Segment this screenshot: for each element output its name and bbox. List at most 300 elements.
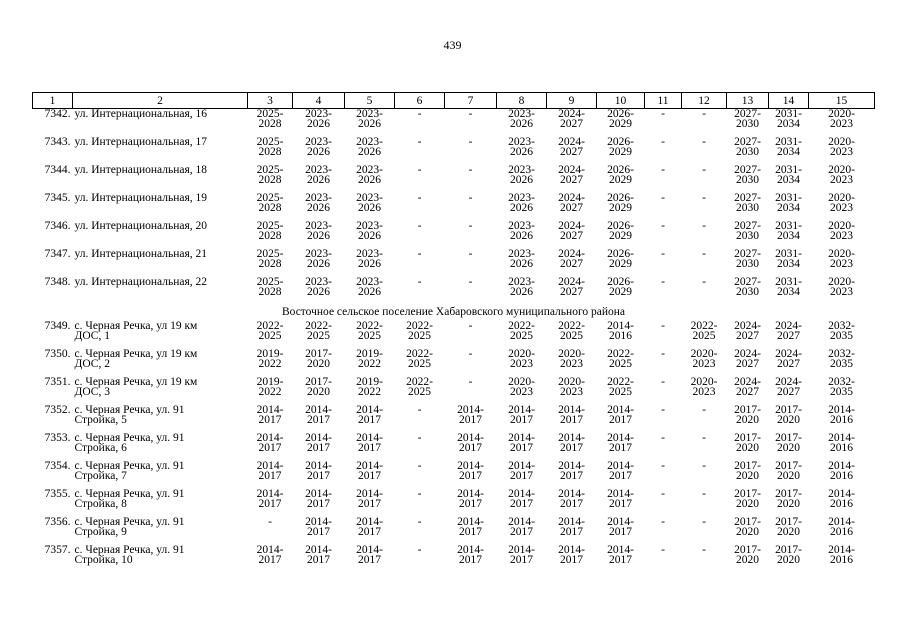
- period-cell-col-14: 2017- 2020: [775, 460, 802, 482]
- period-cell-col-13: 2017- 2020: [734, 516, 761, 538]
- table-row: [33, 165, 875, 193]
- period-cell-col-11: -: [661, 108, 665, 120]
- period-cell-col-5: 2019- 2022: [356, 376, 383, 398]
- period-cell-col-7: 2014- 2017: [457, 488, 484, 510]
- column-header-7: 7: [445, 93, 497, 109]
- period-cell-col-7: 2014- 2017: [457, 432, 484, 454]
- period-cell-col-7: -: [468, 108, 473, 120]
- address-line: ДОС, 1: [74, 330, 110, 342]
- period-cell-col-7: -: [468, 320, 473, 332]
- period-cell-col-14: 2017- 2020: [775, 516, 802, 538]
- period-cell-col-15: 2014- 2016: [828, 488, 855, 510]
- column-header-10: 10: [597, 93, 645, 109]
- period-cell-col-11: -: [661, 248, 665, 260]
- period-cell-col-3: 2025- 2028: [256, 220, 284, 242]
- period-cell-col-4: 2014- 2017: [305, 460, 332, 482]
- period-cell-col-4: 2023- 2026: [305, 192, 332, 214]
- period-cell-col-12: -: [702, 488, 706, 500]
- period-cell-col-3: 2025- 2028: [256, 108, 284, 130]
- address-line: ул. Интернациональная, 22: [74, 276, 208, 288]
- row-number: 7346.: [44, 220, 71, 232]
- period-cell-col-5: 2019- 2022: [356, 348, 383, 370]
- address-line: Стройка, 9: [74, 526, 127, 538]
- period-cell-col-13: 2017- 2020: [734, 460, 761, 482]
- period-cell-col-12: -: [702, 460, 706, 472]
- period-cell-col-15: 2032- 2035: [828, 376, 855, 398]
- period-cell-col-10: 2026- 2029: [607, 164, 634, 186]
- period-cell-col-14: 2031- 2034: [775, 276, 802, 298]
- period-cell-col-11: -: [661, 136, 665, 148]
- period-cell-col-12: 2020- 2023: [690, 376, 718, 398]
- period-cell-col-4: 2014- 2017: [305, 432, 332, 454]
- period-cell-col-8: 2023- 2026: [508, 192, 535, 214]
- row-number: 7355.: [44, 488, 71, 500]
- period-cell-col-12: -: [702, 516, 706, 528]
- period-cell-col-13: 2027- 2030: [734, 248, 761, 270]
- row-number: 7344.: [44, 164, 71, 176]
- table-row: [33, 321, 875, 349]
- period-cell-col-8: 2014- 2017: [508, 544, 535, 566]
- period-cell-col-9: 2014- 2017: [558, 544, 585, 566]
- period-cell-col-3: 2022- 2025: [256, 320, 284, 342]
- period-cell-col-11: -: [661, 276, 665, 288]
- period-cell-col-15: 2020- 2023: [828, 192, 855, 214]
- period-cell-col-6: -: [417, 404, 422, 416]
- period-cell-col-15: 2014- 2016: [828, 404, 855, 426]
- period-cell-col-3: 2025- 2028: [256, 164, 284, 186]
- period-cell-col-15: 2020- 2023: [828, 108, 855, 130]
- period-cell-col-7: -: [468, 276, 473, 288]
- period-cell-col-4: 2023- 2026: [305, 136, 332, 158]
- period-cell-col-11: -: [661, 516, 665, 528]
- row-number: 7345.: [44, 192, 71, 204]
- period-cell-col-10: 2022- 2025: [607, 348, 634, 370]
- period-cell-col-13: 2027- 2030: [734, 164, 761, 186]
- period-cell-col-9: 2024- 2027: [558, 220, 585, 242]
- address-line: Стройка, 7: [74, 470, 127, 482]
- period-cell-col-15: 2014- 2016: [828, 544, 855, 566]
- period-cell-col-6: 2022- 2025: [406, 348, 433, 370]
- table-row: [33, 193, 875, 221]
- period-cell-col-14: 2017- 2020: [775, 432, 802, 454]
- row-number: 7354.: [44, 460, 71, 472]
- period-cell-col-10: 2014- 2017: [607, 432, 634, 454]
- address-line: с. Черная Речка, ул. 91: [74, 404, 185, 416]
- column-header-13: 13: [727, 93, 769, 109]
- row-number: 7342.: [44, 108, 71, 120]
- address-line: Стройка, 5: [74, 414, 127, 426]
- period-cell-col-12: -: [702, 164, 706, 176]
- period-cell-col-6: -: [417, 248, 422, 260]
- period-cell-col-12: -: [702, 248, 706, 260]
- period-cell-col-3: 2014- 2017: [256, 432, 284, 454]
- period-cell-col-12: 2020- 2023: [690, 348, 718, 370]
- address-cell: [73, 517, 248, 545]
- period-cell-col-4: 2022- 2025: [305, 320, 332, 342]
- address-line: Стройка, 6: [74, 442, 127, 454]
- period-cell-col-7: 2014- 2017: [457, 460, 484, 482]
- table-row: [33, 405, 875, 433]
- period-cell-col-12: -: [702, 544, 706, 556]
- period-cell-col-13: 2017- 2020: [734, 544, 761, 566]
- period-cell-col-6: -: [417, 432, 422, 444]
- period-cell-col-4: 2014- 2017: [305, 404, 332, 426]
- period-cell-col-11: -: [661, 404, 665, 416]
- address-line: с. Черная Речка, ул. 91: [74, 516, 185, 528]
- period-cell-col-4: 2014- 2017: [305, 544, 332, 566]
- address-line: ул. Интернациональная, 20: [74, 220, 208, 232]
- period-cell-col-3: 2025- 2028: [256, 276, 284, 298]
- period-cell-col-4: 2014- 2017: [305, 488, 332, 510]
- period-cell-col-7: -: [468, 376, 473, 388]
- period-cell-col-8: 2023- 2026: [508, 136, 535, 158]
- period-cell-col-10: 2026- 2029: [607, 248, 634, 270]
- table-row: [33, 377, 875, 405]
- period-cell-col-5: 2023- 2026: [356, 164, 383, 186]
- address-cell: [73, 277, 248, 305]
- period-cell-col-11: -: [661, 488, 665, 500]
- period-cell-col-8: 2023- 2026: [508, 220, 535, 242]
- period-cell-col-14: 2031- 2034: [775, 164, 802, 186]
- column-header-3: 3: [248, 93, 293, 109]
- period-cell-col-13: 2027- 2030: [734, 220, 761, 242]
- period-cell-col-15: 2020- 2023: [828, 164, 855, 186]
- address-cell: [73, 489, 248, 517]
- row-number: 7347.: [44, 248, 71, 260]
- address-cell: [73, 349, 248, 377]
- period-cell-col-5: 2023- 2026: [356, 108, 383, 130]
- period-cell-col-11: -: [661, 432, 665, 444]
- column-header-11: 11: [645, 93, 682, 109]
- column-header-8: 8: [497, 93, 547, 109]
- period-cell-col-9: 2024- 2027: [558, 108, 585, 130]
- period-cell-col-3: 2025- 2028: [256, 192, 284, 214]
- period-cell-col-10: 2014- 2017: [607, 488, 634, 510]
- period-cell-col-15: 2020- 2023: [828, 248, 855, 270]
- period-cell-col-5: 2014- 2017: [356, 516, 383, 538]
- address-line: Стройка, 8: [74, 498, 127, 510]
- period-cell-col-13: 2027- 2030: [734, 192, 761, 214]
- period-cell-col-14: 2031- 2034: [775, 248, 802, 270]
- period-cell-col-3: 2014- 2017: [256, 544, 284, 566]
- table-row: [33, 489, 875, 517]
- address-cell: [73, 377, 248, 405]
- table-row: [33, 109, 875, 138]
- address-cell: [73, 321, 248, 349]
- period-cell-col-9: 2022- 2025: [558, 320, 585, 342]
- period-cell-col-8: 2014- 2017: [508, 460, 535, 482]
- period-cell-col-7: -: [468, 348, 473, 360]
- table-header-row: [33, 93, 875, 109]
- period-cell-col-10: 2026- 2029: [607, 108, 634, 130]
- period-cell-col-3: -: [268, 516, 272, 528]
- column-header-6: 6: [395, 93, 445, 109]
- period-cell-col-10: 2026- 2029: [607, 136, 634, 158]
- period-cell-col-9: 2024- 2027: [558, 276, 585, 298]
- period-cell-col-5: 2014- 2017: [356, 488, 383, 510]
- period-cell-col-4: 2017- 2020: [305, 348, 332, 370]
- period-cell-col-14: 2031- 2034: [775, 192, 802, 214]
- row-number: 7351.: [44, 376, 71, 388]
- period-cell-col-6: -: [417, 136, 422, 148]
- period-cell-col-10: 2022- 2025: [607, 376, 634, 398]
- address-line: ул. Интернациональная, 19: [74, 192, 208, 204]
- period-cell-col-8: 2023- 2026: [508, 108, 535, 130]
- period-cell-col-8: 2014- 2017: [508, 516, 535, 538]
- period-cell-col-14: 2024- 2027: [775, 320, 802, 342]
- period-cell-col-3: 2025- 2028: [256, 248, 284, 270]
- period-cell-col-15: 2032- 2035: [828, 320, 855, 342]
- period-cell-col-15: 2020- 2023: [828, 136, 855, 158]
- period-cell-col-15: 2032- 2035: [828, 348, 855, 370]
- address-line: ДОС, 3: [74, 386, 110, 398]
- period-cell-col-13: 2017- 2020: [734, 404, 761, 426]
- period-cell-col-4: 2023- 2026: [305, 164, 332, 186]
- period-cell-col-8: 2020- 2023: [508, 348, 535, 370]
- table-row: [33, 461, 875, 489]
- period-cell-col-12: -: [702, 404, 706, 416]
- period-cell-col-6: -: [417, 488, 422, 500]
- period-cell-col-14: 2024- 2027: [775, 348, 802, 370]
- period-cell-col-9: 2014- 2017: [558, 516, 585, 538]
- row-number: 7352.: [44, 404, 71, 416]
- period-cell-col-13: 2027- 2030: [734, 276, 761, 298]
- period-cell-col-14: 2017- 2020: [775, 544, 802, 566]
- section-title: Восточное сельское поселение Хабаровского муниципального района: [281, 306, 626, 318]
- period-cell-col-11: -: [661, 376, 665, 388]
- column-header-1: 1: [33, 93, 73, 109]
- address-cell: [73, 221, 248, 249]
- period-cell-col-3: 2014- 2017: [256, 460, 284, 482]
- table-body: [33, 109, 875, 574]
- period-cell-col-3: 2014- 2017: [256, 404, 284, 426]
- period-cell-col-12: -: [702, 432, 706, 444]
- period-cell-col-15: 2020- 2023: [828, 276, 855, 298]
- address-line: ул. Интернациональная, 16: [74, 108, 208, 120]
- period-cell-col-5: 2014- 2017: [356, 432, 383, 454]
- period-cell-col-14: 2024- 2027: [775, 376, 802, 398]
- period-cell-col-14: 2031- 2034: [775, 136, 802, 158]
- table-row: [33, 137, 875, 165]
- period-cell-col-13: 2027- 2030: [734, 136, 761, 158]
- period-cell-col-11: -: [661, 544, 665, 556]
- period-cell-col-9: 2024- 2027: [558, 164, 585, 186]
- address-cell: [73, 109, 248, 138]
- row-number: 7357.: [44, 544, 71, 556]
- address-line: ул. Интернациональная, 18: [74, 164, 208, 176]
- address-line: с. Черная Речка, ул 19 км: [74, 320, 198, 332]
- period-cell-col-7: -: [468, 220, 473, 232]
- row-number: 7343.: [44, 136, 71, 148]
- period-cell-col-8: 2014- 2017: [508, 432, 535, 454]
- period-cell-col-4: 2017- 2020: [305, 376, 332, 398]
- period-cell-col-5: 2023- 2026: [356, 248, 383, 270]
- period-cell-col-6: -: [417, 220, 422, 232]
- address-line: с. Черная Речка, ул. 91: [74, 488, 185, 500]
- table-row: [33, 221, 875, 249]
- period-cell-col-9: 2024- 2027: [558, 136, 585, 158]
- period-cell-col-10: 2014- 2017: [607, 544, 634, 566]
- period-cell-col-9: 2014- 2017: [558, 432, 585, 454]
- period-cell-col-15: 2014- 2016: [828, 432, 855, 454]
- period-cell-col-11: -: [661, 192, 665, 204]
- period-cell-col-11: -: [661, 460, 665, 472]
- period-cell-col-10: 2026- 2029: [607, 220, 634, 242]
- period-cell-col-12: -: [702, 192, 706, 204]
- column-header-14: 14: [769, 93, 809, 109]
- period-cell-col-13: 2027- 2030: [734, 108, 761, 130]
- period-cell-col-8: 2014- 2017: [508, 404, 535, 426]
- period-cell-col-6: -: [417, 516, 422, 528]
- period-cell-col-10: 2014- 2017: [607, 516, 634, 538]
- period-cell-col-15: 2020- 2023: [828, 220, 855, 242]
- period-cell-col-3: 2025- 2028: [256, 136, 284, 158]
- period-cell-col-3: 2019- 2022: [256, 348, 284, 370]
- period-cell-col-7: 2014- 2017: [457, 404, 484, 426]
- period-cell-col-10: 2026- 2029: [607, 192, 634, 214]
- address-cell: [73, 249, 248, 277]
- period-cell-col-14: 2017- 2020: [775, 404, 802, 426]
- table-row: [33, 517, 875, 545]
- address-line: с. Черная Речка, ул 19 км: [74, 376, 198, 388]
- row-number: 7353.: [44, 432, 71, 444]
- period-cell-col-13: 2017- 2020: [734, 432, 761, 454]
- period-cell-col-11: -: [661, 164, 665, 176]
- period-cell-col-8: 2023- 2026: [508, 248, 535, 270]
- period-cell-col-5: 2022- 2025: [356, 320, 383, 342]
- address-cell: [73, 545, 248, 573]
- period-cell-col-5: 2023- 2026: [356, 220, 383, 242]
- address-line: с. Черная Речка, ул. 91: [74, 544, 185, 556]
- row-number: 7348.: [44, 276, 71, 288]
- period-cell-col-14: 2031- 2034: [775, 108, 802, 130]
- period-cell-col-8: 2022- 2025: [508, 320, 535, 342]
- address-cell: [73, 137, 248, 165]
- table-row: [33, 349, 875, 377]
- period-cell-col-9: 2020- 2023: [558, 376, 585, 398]
- period-cell-col-7: -: [468, 164, 473, 176]
- period-cell-col-7: 2014- 2017: [457, 516, 484, 538]
- row-number: 7350.: [44, 348, 71, 360]
- period-cell-col-7: -: [468, 248, 473, 260]
- period-cell-col-9: 2014- 2017: [558, 488, 585, 510]
- address-line: ул. Интернациональная, 21: [74, 248, 208, 260]
- period-cell-col-6: -: [417, 108, 422, 120]
- period-cell-col-7: -: [468, 136, 473, 148]
- period-cell-col-4: 2023- 2026: [305, 248, 332, 270]
- period-cell-col-4: 2023- 2026: [305, 276, 332, 298]
- period-cell-col-4: 2014- 2017: [305, 516, 332, 538]
- address-line: с. Черная Речка, ул 19 км: [74, 348, 198, 360]
- period-cell-col-9: 2024- 2027: [558, 248, 585, 270]
- period-cell-col-5: 2023- 2026: [356, 192, 383, 214]
- period-cell-col-15: 2014- 2016: [828, 516, 855, 538]
- period-cell-col-13: 2024- 2027: [734, 376, 761, 398]
- address-cell: [73, 165, 248, 193]
- column-header-12: 12: [682, 93, 727, 109]
- period-cell-col-10: 2026- 2029: [607, 276, 634, 298]
- period-cell-col-6: -: [417, 460, 422, 472]
- schedule-table: [32, 92, 875, 573]
- period-cell-col-5: 2023- 2026: [356, 276, 383, 298]
- period-cell-col-11: -: [661, 320, 665, 332]
- period-cell-col-6: -: [417, 544, 422, 556]
- period-cell-col-10: 2014- 2017: [607, 404, 634, 426]
- column-header-15: 15: [809, 93, 875, 109]
- address-cell: [73, 405, 248, 433]
- period-cell-col-5: 2014- 2017: [356, 404, 383, 426]
- period-cell-col-13: 2024- 2027: [734, 348, 761, 370]
- address-line: Стройка, 10: [74, 554, 133, 566]
- period-cell-col-10: 2014- 2016: [607, 320, 634, 342]
- address-line: ул. Интернациональная, 17: [74, 136, 208, 148]
- row-number: 7349.: [44, 320, 71, 332]
- address-line: с. Черная Речка, ул. 91: [74, 432, 185, 444]
- period-cell-col-9: 2020- 2023: [558, 348, 585, 370]
- period-cell-col-7: 2014- 2017: [457, 544, 484, 566]
- period-cell-col-8: 2020- 2023: [508, 376, 535, 398]
- period-cell-col-3: 2014- 2017: [256, 488, 284, 510]
- period-cell-col-11: -: [661, 220, 665, 232]
- period-cell-col-6: -: [417, 276, 422, 288]
- period-cell-col-14: 2017- 2020: [775, 488, 802, 510]
- period-cell-col-14: 2031- 2034: [775, 220, 802, 242]
- period-cell-col-13: 2017- 2020: [734, 488, 761, 510]
- period-cell-col-4: 2023- 2026: [305, 220, 332, 242]
- period-cell-col-9: 2014- 2017: [558, 460, 585, 482]
- period-cell-col-7: -: [468, 192, 473, 204]
- table-row: [33, 433, 875, 461]
- period-cell-col-3: 2019- 2022: [256, 376, 284, 398]
- period-cell-col-13: 2024- 2027: [734, 320, 761, 342]
- period-cell-col-12: 2022- 2025: [690, 320, 718, 342]
- period-cell-col-12: -: [702, 276, 706, 288]
- row-number: 7356.: [44, 516, 71, 528]
- column-header-9: 9: [547, 93, 597, 109]
- period-cell-col-8: 2023- 2026: [508, 164, 535, 186]
- period-cell-col-12: -: [702, 108, 706, 120]
- column-header-2: 2: [73, 93, 248, 109]
- address-cell: [73, 461, 248, 489]
- period-cell-col-9: 2014- 2017: [558, 404, 585, 426]
- period-cell-col-6: 2022- 2025: [406, 376, 433, 398]
- period-cell-col-10: 2014- 2017: [607, 460, 634, 482]
- period-cell-col-9: 2024- 2027: [558, 192, 585, 214]
- address-line: ДОС, 2: [74, 358, 110, 370]
- column-header-4: 4: [293, 93, 345, 109]
- period-cell-col-15: 2014- 2016: [828, 460, 855, 482]
- column-header-5: 5: [345, 93, 395, 109]
- period-cell-col-12: -: [702, 136, 706, 148]
- table-row: [33, 545, 875, 573]
- period-cell-col-11: -: [661, 348, 665, 360]
- address-cell: [73, 433, 248, 461]
- section-row: [33, 305, 875, 321]
- address-cell: [73, 193, 248, 221]
- page-number: 439: [443, 38, 462, 52]
- period-cell-col-8: 2023- 2026: [508, 276, 535, 298]
- period-cell-col-12: -: [702, 220, 706, 232]
- period-cell-col-4: 2023- 2026: [305, 108, 332, 130]
- period-cell-col-8: 2014- 2017: [508, 488, 535, 510]
- period-cell-col-5: 2014- 2017: [356, 544, 383, 566]
- table-row: [33, 249, 875, 277]
- period-cell-col-6: 2022- 2025: [406, 320, 433, 342]
- period-cell-col-5: 2014- 2017: [356, 460, 383, 482]
- period-cell-col-5: 2023- 2026: [356, 136, 383, 158]
- period-cell-col-6: -: [417, 192, 422, 204]
- address-line: с. Черная Речка, ул. 91: [74, 460, 185, 472]
